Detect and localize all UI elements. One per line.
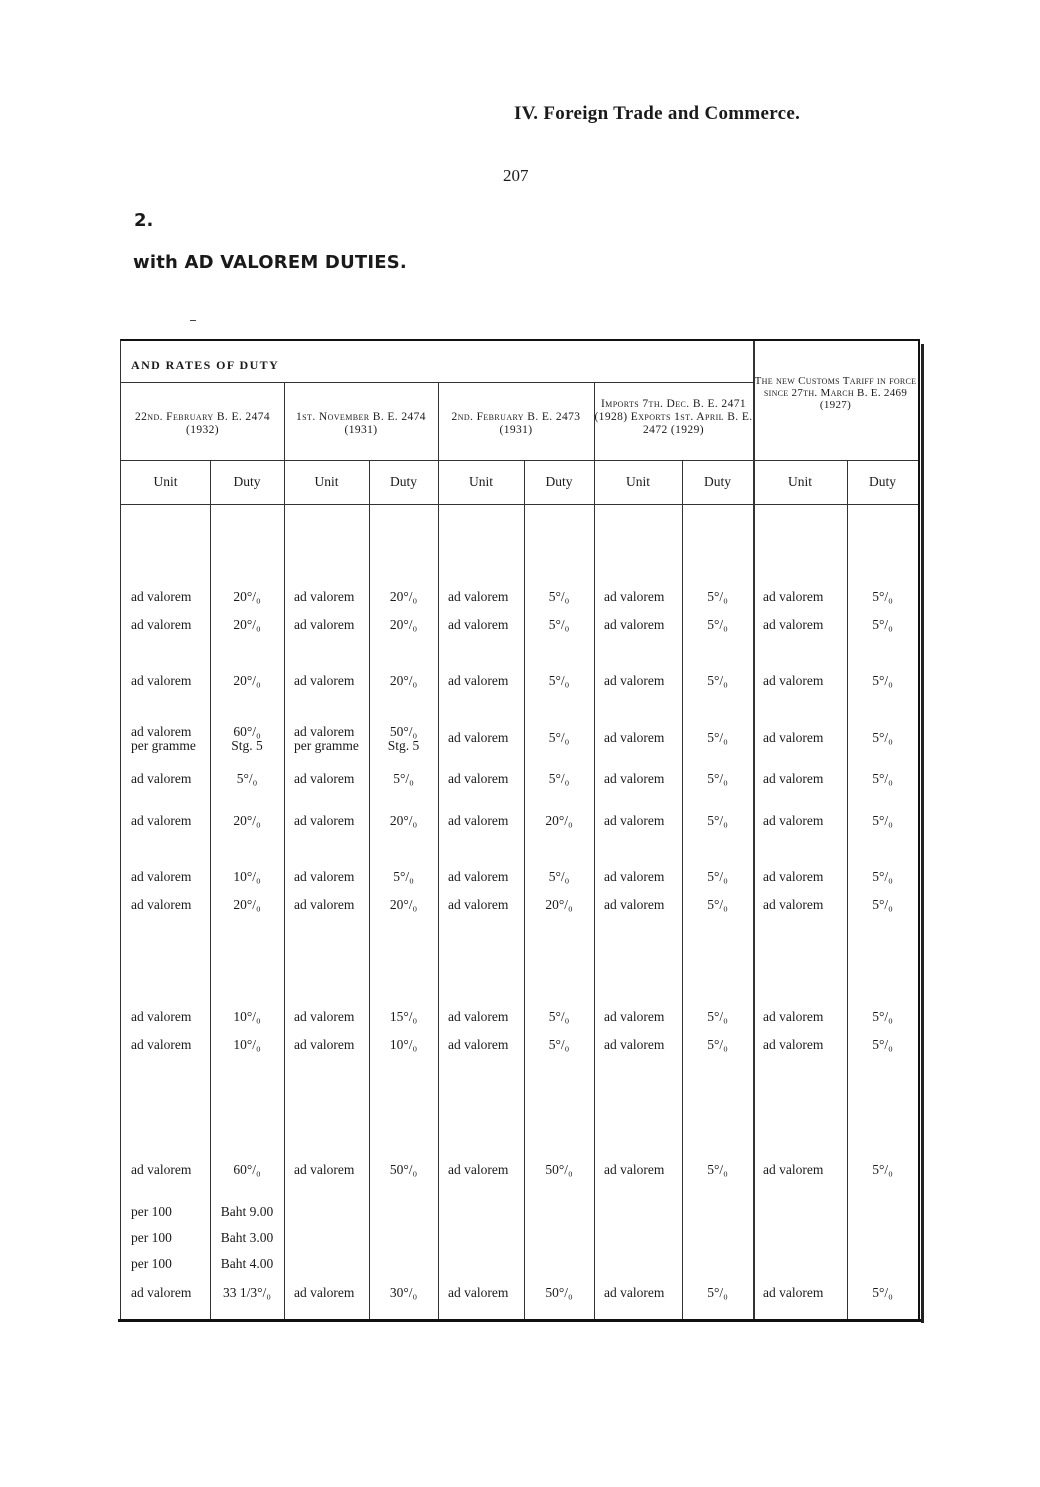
unit-duty-divider [847, 460, 848, 1319]
duty-cell: Baht 3.00 [220, 1230, 274, 1245]
unit-cell: ad valorem per gramme [294, 724, 359, 753]
duty-cell: 5°/₀ [707, 589, 728, 604]
unit-cell: ad valorem [604, 869, 665, 884]
unit-cell: ad valorem [763, 1162, 824, 1177]
duty-cell: 20°/₀ [545, 897, 573, 912]
unit-column-header: Unit [625, 474, 650, 489]
table-bottom-rule [118, 1319, 921, 1322]
unit-cell: ad valorem [131, 673, 192, 688]
duty-cell: 20°/₀ [389, 673, 418, 688]
unit-cell: ad valorem [763, 897, 824, 912]
section-number: 2. [134, 210, 154, 231]
period-header-rule [121, 460, 918, 461]
duty-cell: 5°/₀ [707, 1285, 728, 1300]
duty-cell: 5°/₀ [872, 1162, 893, 1177]
period-header: Imports 7th. Dec. B. E. 2471 (1928) Exports 1st. April B. E. 2472 (1929) [594, 398, 753, 436]
unit-cell: ad valorem [604, 1009, 665, 1024]
duty-cell: 5°/₀ [393, 869, 414, 884]
duty-cell: 5°/₀ [548, 869, 570, 884]
duty-cell: 10°/₀ [233, 1009, 261, 1024]
duty-cell: 5°/₀ [236, 771, 258, 786]
duty-cell: 10°/₀ [233, 1037, 261, 1052]
unit-cell: ad valorem [763, 673, 824, 688]
duty-cell: 60°/₀ [233, 1162, 261, 1177]
unit-cell: ad valorem [448, 1285, 509, 1300]
unit-cell: ad valorem [448, 869, 509, 884]
unit-cell: ad valorem [604, 673, 665, 688]
unit-cell: ad valorem [763, 771, 824, 786]
duty-cell: 5°/₀ [548, 589, 570, 604]
unit-cell: ad valorem [294, 589, 355, 604]
duty-cell: 10°/₀ [233, 869, 261, 884]
page-number: 207 [503, 166, 529, 185]
new-tariff-header: The new Customs Tariff in force since 27th. March B. E. 2469 (1927) [754, 375, 917, 411]
unit-cell: per 100 [131, 1230, 172, 1245]
unit-cell: ad valorem [131, 1009, 192, 1024]
period-header: 1st. November B. E. 2474 (1931) [296, 411, 426, 436]
duty-cell: 5°/₀ [707, 730, 728, 745]
duty-cell: 5°/₀ [707, 1162, 728, 1177]
duty-cell: 50°/₀ [389, 1162, 418, 1177]
unit-column-header: Unit [153, 474, 178, 489]
duty-cell: 20°/₀ [233, 897, 261, 912]
duty-rates-table [120, 339, 920, 1321]
unit-cell: ad valorem [294, 673, 355, 688]
duty-cell: 5°/₀ [548, 771, 570, 786]
duty-cell: 50°/₀ [545, 1285, 573, 1300]
duty-cell: 20°/₀ [233, 589, 261, 604]
duty-cell: 30°/₀ [389, 1285, 418, 1300]
unit-cell: ad valorem [131, 1285, 192, 1300]
duty-cell: 5°/₀ [548, 1009, 570, 1024]
group-divider [594, 382, 595, 1319]
unit-cell: ad valorem [448, 1037, 509, 1052]
duty-cell: 20°/₀ [389, 589, 418, 604]
caption-rule [121, 382, 753, 383]
duty-cell: 50°/₀ [545, 1162, 573, 1177]
duty-cell: 5°/₀ [872, 589, 893, 604]
unit-cell: ad valorem [448, 813, 509, 828]
unit-cell: ad valorem [131, 771, 192, 786]
unit-cell: ad valorem [448, 617, 509, 632]
duty-cell: 5°/₀ [548, 617, 570, 632]
unit-cell: per 100 [131, 1256, 172, 1271]
section-title: with AD VALOREM DUTIES. [133, 252, 407, 273]
unit-cell: ad valorem [448, 673, 509, 688]
unit-duty-divider [210, 460, 211, 1319]
unit-cell: ad valorem [604, 813, 665, 828]
unit-cell: ad valorem [448, 771, 509, 786]
duty-cell: 5°/₀ [872, 1037, 893, 1052]
unit-cell: ad valorem [131, 813, 192, 828]
duty-cell: 5°/₀ [872, 673, 893, 688]
duty-cell: 50°/₀ Stg. 5 [387, 724, 420, 753]
duty-cell: 5°/₀ [707, 673, 728, 688]
period-header: 2nd. February B. E. 2473 (1931) [451, 411, 581, 436]
unit-cell: ad valorem [448, 1009, 509, 1024]
unit-cell: ad valorem [131, 589, 192, 604]
duty-cell: 20°/₀ [233, 813, 261, 828]
unit-cell: per 100 [131, 1204, 172, 1219]
period-header: 22nd. February B. E. 2474 (1932) [134, 411, 271, 436]
unit-cell: ad valorem [131, 1162, 192, 1177]
unit-cell: ad valorem [294, 869, 355, 884]
unit-cell: ad valorem [448, 730, 509, 745]
unit-cell: ad valorem [294, 1285, 355, 1300]
duty-cell: 5°/₀ [707, 869, 728, 884]
duty-cell: 5°/₀ [548, 1037, 570, 1052]
duty-cell: 20°/₀ [233, 673, 261, 688]
duty-column-header: Duty [233, 474, 261, 489]
duty-column-header: Duty [704, 474, 731, 489]
unit-cell: ad valorem [604, 897, 665, 912]
running-head: IV. Foreign Trade and Commerce. [514, 103, 801, 124]
unit-cell: ad valorem [294, 1009, 355, 1024]
unit-column-header: Unit [314, 474, 339, 489]
unit-cell: ad valorem [763, 813, 824, 828]
unit-cell: ad valorem [294, 897, 355, 912]
unit-cell: ad valorem [763, 589, 824, 604]
duty-cell: 5°/₀ [393, 771, 414, 786]
duty-cell: 5°/₀ [707, 617, 728, 632]
duty-cell: 5°/₀ [872, 617, 893, 632]
duty-cell: 20°/₀ [233, 617, 261, 632]
duty-cell: 5°/₀ [872, 813, 893, 828]
unit-cell: ad valorem [294, 1162, 355, 1177]
unit-cell: ad valorem [131, 1037, 192, 1052]
duty-cell: 5°/₀ [548, 673, 570, 688]
unit-cell: ad valorem [294, 1037, 355, 1052]
duty-cell: Baht 4.00 [220, 1256, 274, 1271]
duty-cell: 5°/₀ [872, 897, 893, 912]
unit-cell: ad valorem [763, 1009, 824, 1024]
unit-cell: ad valorem [763, 1285, 824, 1300]
duty-cell: 5°/₀ [872, 730, 893, 745]
duty-cell: 20°/₀ [389, 897, 418, 912]
unit-cell: ad valorem [294, 813, 355, 828]
unit-cell: ad valorem [604, 1037, 665, 1052]
unit-cell: ad valorem [604, 1285, 665, 1300]
unit-cell: ad valorem [294, 617, 355, 632]
unit-cell: ad valorem [448, 1162, 509, 1177]
duty-cell: 5°/₀ [872, 771, 893, 786]
unit-column-header: Unit [787, 474, 812, 489]
unit-cell: ad valorem per gramme [131, 724, 196, 753]
duty-cell: 10°/₀ [389, 1037, 418, 1052]
unit-cell: ad valorem [763, 730, 824, 745]
duty-cell: 20°/₀ [389, 617, 418, 632]
unit-cell: ad valorem [604, 617, 665, 632]
unit-cell: ad valorem [294, 771, 355, 786]
unit-duty-divider [682, 460, 683, 1319]
duty-column-header: Duty [545, 474, 573, 489]
duty-cell: 15°/₀ [389, 1009, 418, 1024]
duty-cell: 5°/₀ [872, 1285, 893, 1300]
duty-cell: Baht 9.00 [220, 1204, 274, 1219]
unit-duty-divider [369, 460, 370, 1319]
duty-cell: 60°/₀ Stg. 5 [231, 724, 263, 753]
unit-cell: ad valorem [604, 771, 665, 786]
unit-cell: ad valorem [131, 617, 192, 632]
duty-cell: 5°/₀ [707, 897, 728, 912]
unit-cell: ad valorem [448, 589, 509, 604]
unit-cell: ad valorem [604, 589, 665, 604]
duty-column-header: Duty [869, 474, 896, 489]
duty-column-header: Duty [390, 474, 417, 489]
unit-cell: ad valorem [604, 1162, 665, 1177]
duty-cell: 5°/₀ [707, 1037, 728, 1052]
unit-cell: ad valorem [763, 869, 824, 884]
duty-cell: 5°/₀ [548, 730, 570, 745]
unit-duty-divider [524, 460, 525, 1319]
group-divider [284, 382, 285, 1319]
duty-cell: 33 1/3°/₀ [223, 1285, 271, 1300]
unit-cell: ad valorem [448, 897, 509, 912]
duty-cell: 20°/₀ [389, 813, 418, 828]
duty-cell: 5°/₀ [707, 1009, 728, 1024]
unit-cell: ad valorem [604, 730, 665, 745]
group-divider [438, 382, 439, 1319]
duty-cell: 20°/₀ [545, 813, 573, 828]
duty-cell: 5°/₀ [707, 813, 728, 828]
margin-tick [190, 320, 196, 321]
unit-cell: ad valorem [763, 1037, 824, 1052]
unit-column-header: Unit [468, 474, 493, 489]
unit-cell: ad valorem [131, 897, 192, 912]
column-header-rule [121, 504, 918, 505]
duty-cell: 5°/₀ [707, 771, 728, 786]
unit-cell: ad valorem [131, 869, 192, 884]
table-caption: AND RATES OF DUTY [131, 358, 280, 372]
unit-cell: ad valorem [763, 617, 824, 632]
duty-cell: 5°/₀ [872, 869, 893, 884]
duty-cell: 5°/₀ [872, 1009, 893, 1024]
